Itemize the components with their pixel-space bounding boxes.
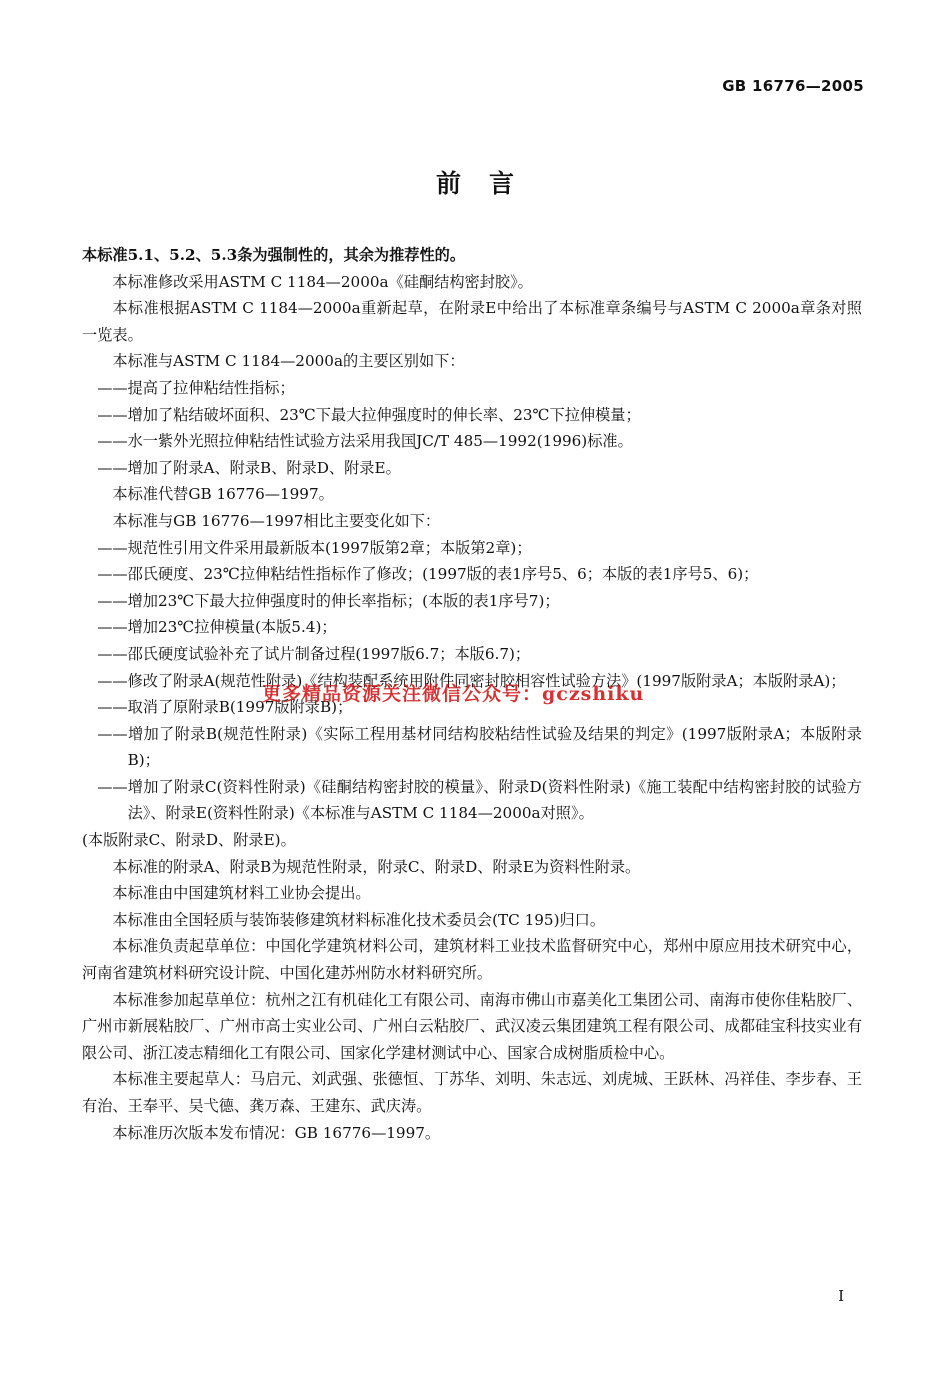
paragraph-proposed-by: 本标准由中国建筑材料工业协会提出。 xyxy=(112,884,371,903)
paragraph-drafters: 本标准主要起草人：马启元、刘武强、张德恒、丁苏华、刘明、朱志远、刘虎城、王跃林、冯祥佳、李步春、王有治、王奉平、吴弋德、龚万森、王建东、武庆涛。 xyxy=(82,1070,862,1115)
paragraph-appendix-types: 本标准的附录A、附录B为规范性附录，附录C、附录D、附录E为资料性附录。 xyxy=(112,857,641,876)
page-number: I xyxy=(838,1287,844,1305)
watermark-text: 更多精品资源关注微信公众号：gczshiku xyxy=(262,683,645,705)
page-title: 前言 xyxy=(435,169,542,198)
list-item: ——增加了附录C(资料性附录)《硅酮结构密封胶的模量》、附录D(资料性附录)《施工装配中结构密封胶的试验方法》、附录E(资料性附录)《本标准与ASTM C 1184—2000a对照》。 xyxy=(97,777,862,823)
list-item: ——邵氏硬度试验补充了试片制备过程(1997版6.7；本版6.7)； xyxy=(97,644,531,663)
list-item: ——增加23℃拉伸模量(本版5.4)； xyxy=(97,618,337,637)
paragraph-replaces: 本标准代替GB 16776—1997。 xyxy=(112,485,334,504)
paragraph-history: 本标准历次版本发布情况：GB 16776—1997。 xyxy=(112,1123,441,1142)
paragraph-participating-units: 本标准参加起草单位：杭州之江有机硅化工有限公司、南海市佛山市嘉美化工集团公司、南海市使你佳粘胶厂、广州市新展粘胶厂、广州市高士实业公司、广州白云粘胶厂、武汉凌云集团建筑工程有限公司、成都硅宝科技实业有限公司、浙江凌志精细化工有限公司、国家化学建材测试中心、国家合成树脂质检中心。 xyxy=(82,990,862,1062)
standard-code: GB 16776—2005 xyxy=(722,77,864,95)
list-item: ——增加了附录B(规范性附录)《实际工程用基材同结构胶粘结性试验及结果的判定》(1997版附录A；本版附录B)； xyxy=(97,724,862,770)
paragraph-redrafting: 本标准根据ASTM C 1184—2000a重新起草，在附录E中给出了本标准章条编号与ASTM C 2000a章条对照一览表。 xyxy=(82,299,862,344)
list-item: ——提高了拉伸粘结性指标； xyxy=(97,378,295,397)
paragraph-changes-intro: 本标准与GB 16776—1997相比主要变化如下： xyxy=(112,511,441,530)
list-item: ——规范性引用文件采用最新版本(1997版第2章；本版第2章)； xyxy=(97,538,532,557)
paragraph-centralized-by: 本标准由全国轻质与装饰装修建筑材料标准化技术委员会(TC 195)归口。 xyxy=(112,910,606,929)
paragraph-drafting-units: 本标准负责起草单位：中国化学建筑材料公司，建筑材料工业技术监督研究中心，郑州中原应用技术研究中心，河南省建筑材料研究设计院、中国化建苏州防水材料研究所。 xyxy=(82,937,862,983)
list-item: ——增加了附录A、附录B、附录D、附录E。 xyxy=(97,458,401,477)
paragraph-differences-intro: 本标准与ASTM C 1184—2000a的主要区别如下： xyxy=(112,352,465,371)
list-item: ——取消了原附录B(1997版附录B)； xyxy=(97,698,353,717)
list-item: ——水一紫外光照拉伸粘结性试验方法采用我国JC/T 485—1992(1996)标准。 xyxy=(97,432,633,451)
list-item: ——增加了粘结破坏面积、23℃下最大拉伸强度时的伸长率、23℃下拉伸模量； xyxy=(97,405,641,424)
list-item: ——修改了附录A(规范性附录)《结构装配系统用附件同密封胶相容性试验方法》(1997版附录A；本版附录A)； xyxy=(97,671,846,690)
paragraph-appendix-note: (本版附录C、附录D、附录E)。 xyxy=(82,831,296,850)
paragraph-adoption: 本标准修改采用ASTM C 1184—2000a《硅酮结构密封胶》。 xyxy=(112,272,533,291)
list-item: ——增加23℃下最大拉伸强度时的伸长率指标；(本版的表1序号7)； xyxy=(97,591,560,610)
paragraph-mandatory-clauses: 本标准5.1、5.2、5.3条为强制性的，其余为推荐性的。 xyxy=(82,246,466,264)
list-item: ——邵氏硬度、23℃拉伸粘结性指标作了修改；(1997版的表1序号5、6；本版的表1序号5、6)； xyxy=(97,565,759,584)
